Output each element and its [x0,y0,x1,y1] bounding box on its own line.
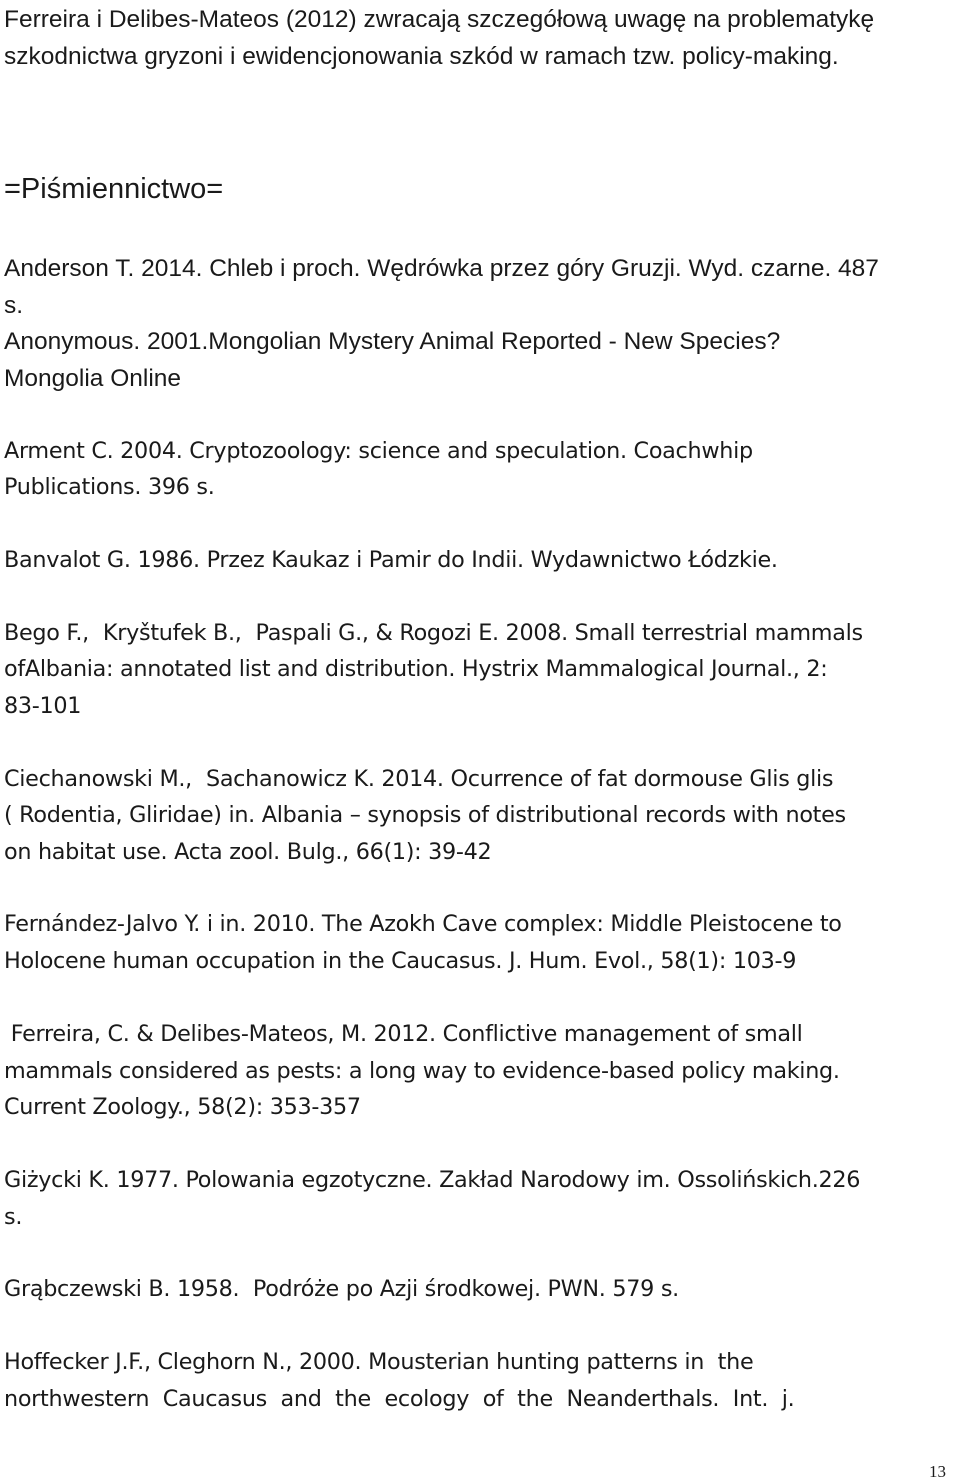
ref-hoffecker-line-2: northwestern Caucasus and the ecology of the Neanderthals. Int. j. [4,1386,795,1412]
ref-anderson-line-1: Anderson T. 2014. Chleb i proch. Wędrówka przez góry Gruzji. Wyd. czarne. 487 [4,255,879,282]
ref-gizycki-line-1: Giżycki K. 1977. Polowania egzotyczne. Zakład Narodowy im. Ossolińskich.226 [4,1167,861,1193]
ref-ferreira-line-3: Current Zoology., 58(2): 353-357 [4,1094,361,1120]
ref-ciechanowski-line-3: on habitat use. Acta zool. Bulg., 66(1): 39-42 [4,839,492,865]
intro-line-1: Ferreira i Delibes-Mateos (2012) zwracają szczegółową uwagę na problematykę [4,6,875,33]
ref-bego-line-1 [4,622,863,644]
ref-bego-line-2: ofAlbania: annotated list and distribution. Hystrix Mammalogical Journal., 2: [4,656,828,682]
ref-anderson-line-2: s. [4,292,24,319]
ref-grabczewski-line-1: Grąbczewski B. 1958. Podróże po Azji środkowej. PWN. 579 s. [4,1276,679,1302]
ref-arment-line-2: Publications. 396 s. [4,474,215,500]
ref-fernandez-line-1: Fernández-Jalvo Y. i in. 2010. The Azokh Cave complex: Middle Pleistocene to [4,911,842,937]
intro-line-2: szkodnictwa gryzoni i ewidencjonowania szkód w ramach tzw. policy-making. [4,43,839,70]
ref-ciechanowski-line-1 [4,768,833,790]
ref-banvalot-line-1: Banvalot G. 1986. Przez Kaukaz i Pamir do Indii. Wydawnictwo Łódzkie. [4,547,778,573]
ref-anonymous-line-2: Mongolia Online [4,365,182,392]
ref-fernandez-line-2: Holocene human occupation in the Caucasus. J. Hum. Evol., 58(1): 103-9 [4,948,797,974]
ref-ciechanowski-author-1: Ciechanowski M., [4,766,192,792]
ref-gizycki-line-2: s. [4,1204,23,1230]
section-heading: =Piśmiennictwo= [4,173,224,205]
page-number: 13 [929,1462,946,1481]
ref-ciechanowski-rest: Sachanowicz K. 2014. Ocurrence of fat dormouse Glis glis [205,766,834,792]
ref-hoffecker-line-1: Hoffecker J.F., Cleghorn N., 2000. Mousterian hunting patterns in the [4,1349,754,1375]
ref-arment-line-1: Arment C. 2004. Cryptozoology: science and speculation. Coachwhip [4,438,753,464]
ref-bego-line-3: 83-101 [4,693,82,719]
ref-bego-rest: Paspali G., & Rogozi E. 2008. Small terrestrial mammals [255,620,863,646]
ref-anonymous-line-1: Anonymous. 2001.Mongolian Mystery Animal Reported - New Species? [4,328,781,355]
ref-ciechanowski-line-2: ( Rodentia, Gliridae) in. Albania – synopsis of distributional records with notes [4,802,846,828]
ref-ferreira-line-2: mammals considered as pests: a long way to evidence-based policy making. [4,1058,840,1084]
ref-bego-author-1: Bego F., [4,620,89,646]
ref-ferreira-line-1: Ferreira, C. & Delibes-Mateos, M. 2012. Conflictive management of small [4,1021,803,1047]
ref-bego-author-2: Kryštufek B., [102,620,242,646]
